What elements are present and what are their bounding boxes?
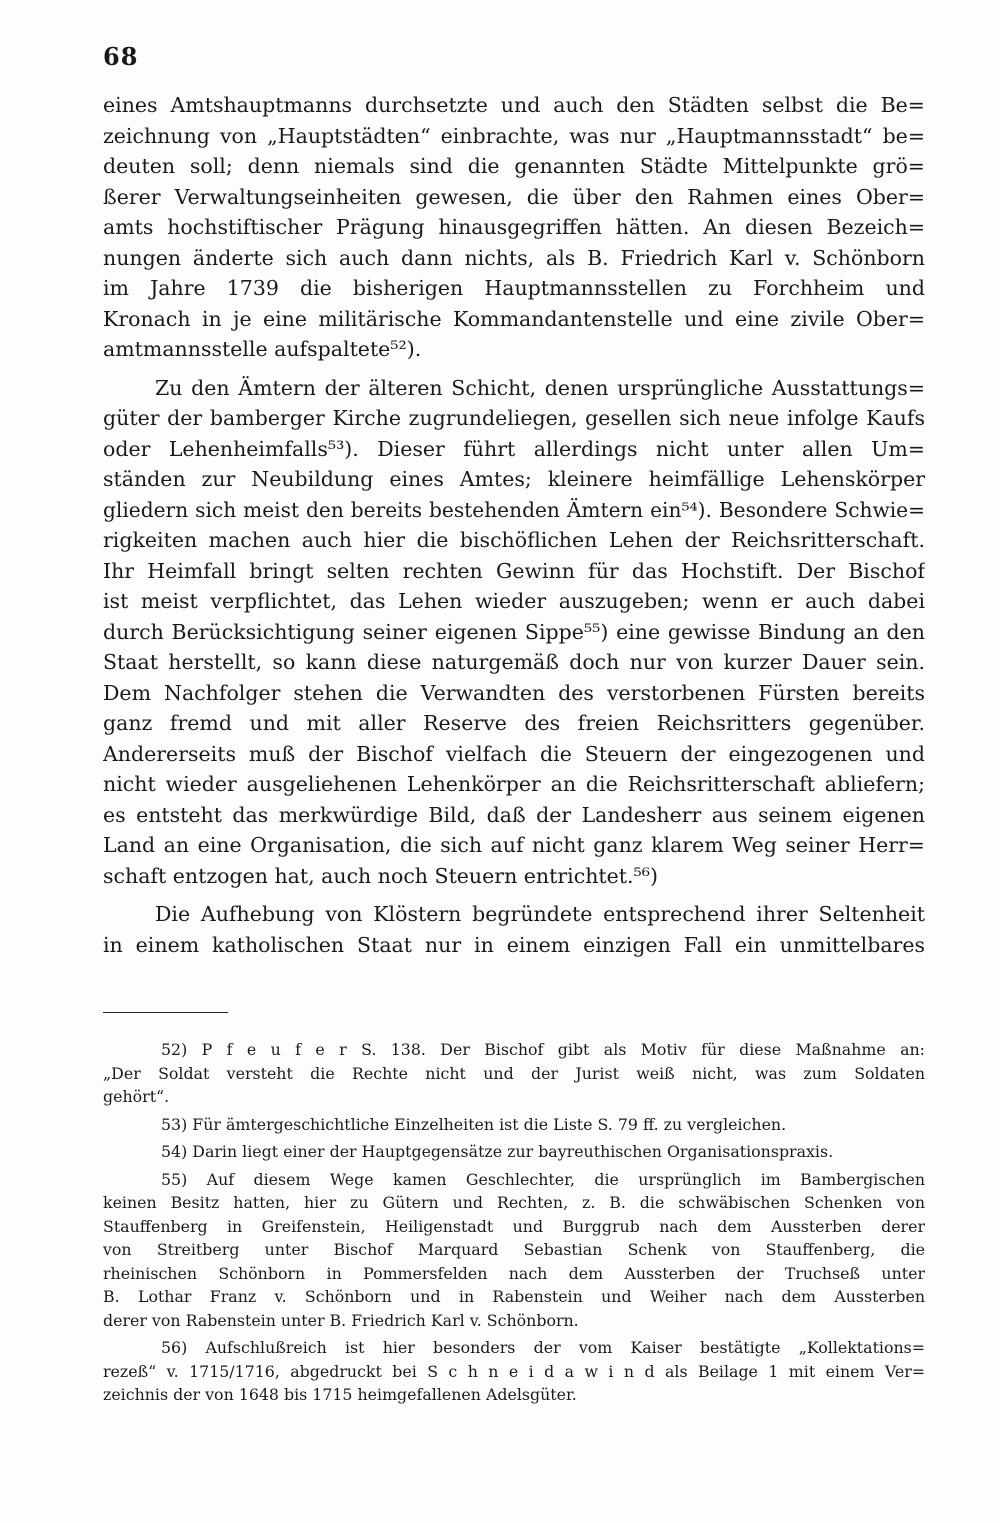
footnote-line: 54) Darin liegt einer der Hauptgegensätze zur bayreuthischen Organisationspraxis. — [161, 1142, 834, 1161]
footnote-line: rezeß“ v. 1715/1716, abgedruckt bei S c h n e i d a w i n d als Beilage 1 mit einem Ver= — [103, 1361, 925, 1381]
text-line: deuten soll; denn niemals sind die genannten Städte Mittelpunkte grö= — [103, 154, 925, 178]
paragraph — [103, 373, 925, 892]
text-line: eines Amtshauptmanns durchsetzte und auch den Städten selbst die Be= — [103, 93, 925, 117]
footnote-54 — [103, 1140, 925, 1164]
text-line: güter der bamberger Kirche zugrundeliegen, gesellen sich neue infolge Kaufs — [103, 406, 925, 430]
text-line: amts hochstiftischer Prägung hinausgegriffen hätten. An diesen Bezeich= — [103, 215, 925, 239]
footnote-line: 52) P f e u f e r S. 138. Der Bischof gibt als Motiv für diese Maßnahme an: — [161, 1040, 925, 1059]
text-line: Land an eine Organisation, die sich auf nicht ganz klarem Weg seiner Herr= — [103, 833, 925, 857]
footnote-line: 56) Aufschlußreich ist hier besonders der vom Kaiser bestätigte „Kollektations= — [161, 1338, 925, 1357]
text-line: ist meist verpflichtet, das Lehen wieder auszugeben; wenn er auch dabei — [103, 589, 925, 613]
footnote-line: derer von Rabenstein unter B. Friedrich Karl v. Schönborn. — [103, 1310, 579, 1330]
footnote-53 — [103, 1113, 925, 1137]
text-line: oder Lehenheimfalls⁵³). Dieser führt allerdings nicht unter allen Um= — [103, 436, 925, 461]
footnote-line: 55) Auf diesem Wege kamen Geschlechter, die ursprünglich im Bambergischen — [161, 1169, 925, 1189]
text-line: rigkeiten machen auch hier die bischöflichen Lehen der Reichsritterschaft. — [103, 528, 925, 552]
footnotes — [103, 1038, 925, 1407]
text-line: durch Berücksichtigung seiner eigenen Sippe⁵⁵) eine gewisse Bindung an den — [103, 619, 925, 644]
paragraph — [103, 90, 925, 365]
footnote-52 — [103, 1038, 925, 1109]
text-line: Andererseits muß der Bischof vielfach die Steuern der eingezogenen und — [103, 741, 925, 766]
text-line: Zu den Ämtern der älteren Schicht, denen ursprüngliche Ausstattungs= — [155, 375, 925, 400]
footnote-line: gehört“. — [103, 1087, 170, 1106]
text-line: Kronach in je eine militärische Kommandantenstelle und eine zivile Ober= — [103, 306, 925, 331]
footnote-line: keinen Besitz hatten, hier zu Gütern und Rechten, z. B. die schwäbischen Schenken von — [103, 1193, 925, 1212]
text-line: Ihr Heimfall bringt selten rechten Gewinn für das Hochstift. Der Bischof — [103, 558, 925, 583]
text-line: Die Aufhebung von Klöstern begründete entsprechend ihrer Seltenheit — [155, 902, 925, 926]
page-number: 68 — [103, 42, 139, 71]
text-line: in einem katholischen Staat nur in einem einzigen Fall ein unmittelbares — [103, 932, 925, 957]
text-line: amtmannsstelle aufspaltete⁵²). — [103, 337, 422, 361]
footnote-line: B. Lothar Franz v. Schönborn und in Rabenstein und Weiher nach dem Aussterben — [103, 1287, 925, 1306]
footnote-line: 53) Für ämtergeschichtliche Einzelheiten ist die Liste S. 79 ff. zu vergleichen. — [161, 1114, 787, 1134]
text-line: ganz fremd und mit aller Reserve des freien Reichsritters gegenüber. — [103, 711, 925, 735]
paragraph — [103, 899, 925, 960]
text-line: es entsteht das merkwürdige Bild, daß der Landesherr aus seinem eigenen — [103, 802, 925, 827]
text-line: nicht wieder ausgeliehenen Lehenkörper an die Reichsritterschaft abliefern; — [103, 772, 925, 796]
text-line: Staat herstellt, so kann diese naturgemäß doch nur von kurzer Dauer sein. — [103, 650, 925, 674]
footnote-line: zeichnis der von 1648 bis 1715 heimgefallenen Adelsgüter. — [103, 1385, 577, 1404]
footnote-line: Stauffenberg in Greifenstein, Heiligenstadt und Burggrub nach dem Aussterben derer — [103, 1216, 925, 1236]
text-line: ßerer Verwaltungseinheiten gewesen, die über den Rahmen eines Ober= — [103, 184, 925, 209]
text-line: schaft entzogen hat, auch noch Steuern entrichtet.⁵⁶) — [103, 863, 658, 888]
text-line: nungen änderte sich auch dann nichts, als B. Friedrich Karl v. Schönborn — [103, 245, 925, 270]
text-line: im Jahre 1739 die bisherigen Hauptmannsstellen zu Forchheim und — [103, 276, 925, 300]
main-text — [103, 90, 925, 960]
footnote-line: rheinischen Schönborn in Pommersfelden nach dem Aussterben der Truchseß unter — [103, 1263, 925, 1283]
footnote-56 — [103, 1336, 925, 1407]
footnote-line: „Der Soldat versteht die Rechte nicht und der Jurist weiß nicht, was zum Soldaten — [103, 1063, 925, 1083]
text-line: zeichnung von „Hauptstädten“ einbrachte, was nur „Hauptmannsstadt“ be= — [103, 123, 925, 148]
footnote-55 — [103, 1168, 925, 1333]
text-line: ständen zur Neubildung eines Amtes; kleinere heimfällige Lehenskörper — [103, 467, 925, 491]
footnote-divider — [103, 1012, 228, 1013]
text-line: Dem Nachfolger stehen die Verwandten des verstorbenen Fürsten bereits — [103, 680, 925, 705]
footnote-line: von Streitberg unter Bischof Marquard Sebastian Schenk von Stauffenberg, die — [103, 1240, 925, 1259]
text-line: gliedern sich meist den bereits bestehenden Ämtern ein⁵⁴). Besondere Schwie= — [103, 497, 925, 522]
